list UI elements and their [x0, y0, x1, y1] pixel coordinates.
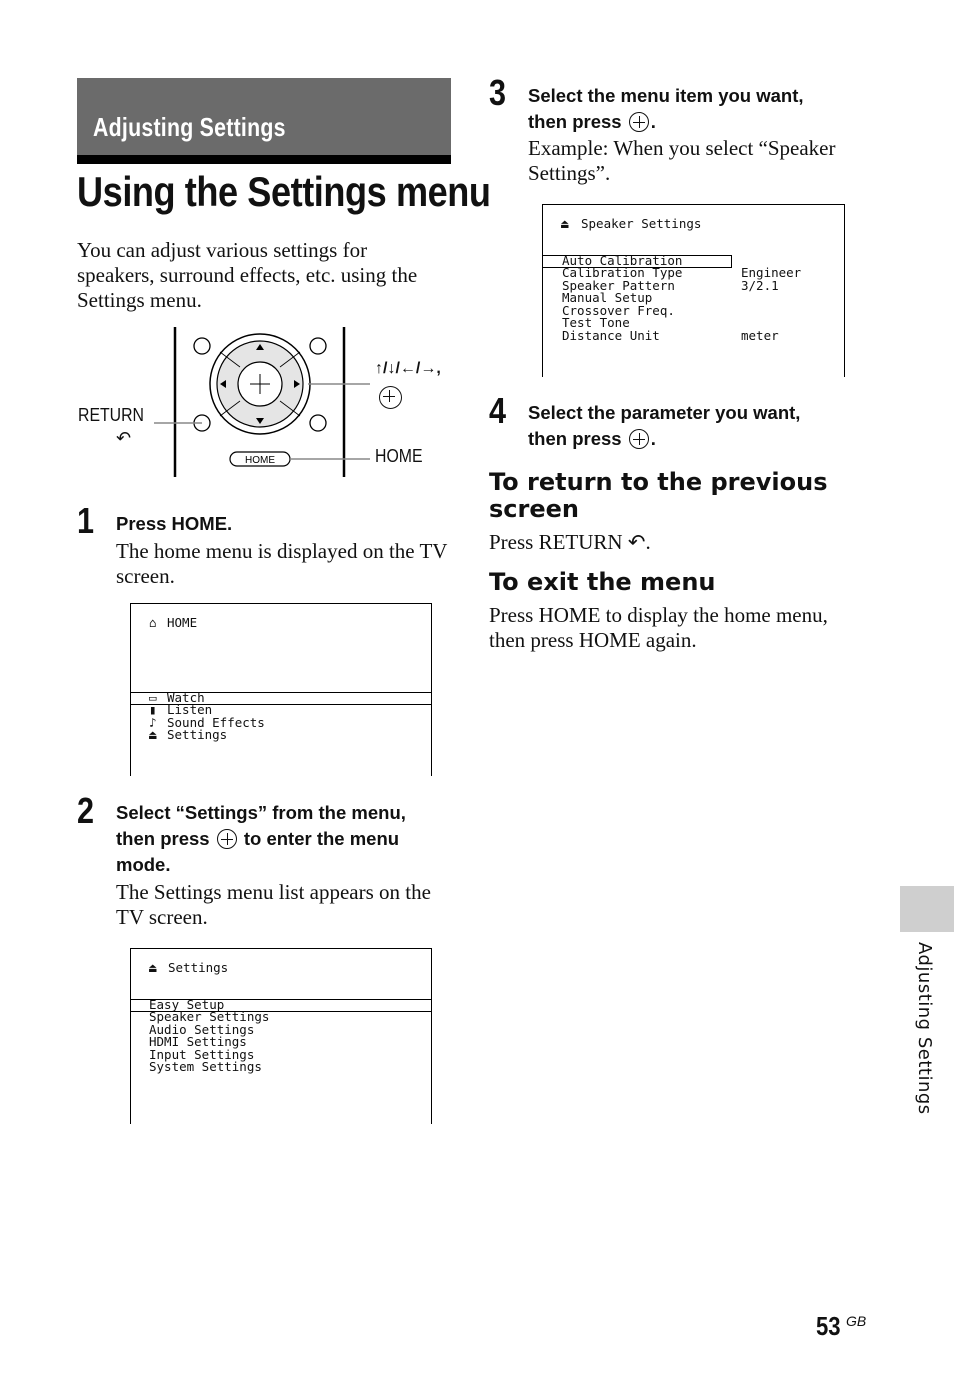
home-menu-screen: [130, 603, 432, 776]
side-tab-label: Adjusting Settings: [914, 942, 935, 1115]
page-title: Using the Settings menu: [77, 168, 491, 215]
exit-heading: To exit the menu: [489, 568, 716, 596]
heading-text: .: [650, 428, 656, 449]
return-icon: ↶: [116, 428, 132, 448]
page-suffix: GB: [846, 1313, 867, 1329]
step-3-heading: [528, 83, 868, 135]
step-3-number: 3: [489, 72, 507, 113]
intro-paragraph: [77, 238, 457, 313]
speaker-settings-screen: [542, 204, 845, 377]
corner-button-tl: [194, 338, 210, 354]
body-line: Press HOME to display the home menu,: [489, 603, 828, 627]
section-title: Adjusting Settings: [93, 112, 286, 142]
intro-line: You can adjust various settings for: [77, 238, 368, 262]
enter-icon: [629, 112, 649, 132]
settings-menu-screen: [130, 948, 432, 1124]
body-line: screen.: [116, 564, 175, 588]
exit-body: [489, 603, 869, 653]
step-1-heading: Press HOME.: [116, 513, 233, 534]
body-line: then press HOME again.: [489, 628, 697, 652]
osd-item: Watch: [167, 690, 205, 705]
toolbox-icon: ⏏: [149, 727, 157, 742]
osd-item: Distance Unit: [562, 328, 660, 343]
osd-item: Settings: [167, 727, 228, 742]
step-1-body: [116, 539, 456, 589]
osd-item: Audio Settings: [149, 1022, 255, 1037]
enter-icon: [377, 386, 404, 410]
intro-line: speakers, surround effects, etc. using the: [77, 263, 418, 287]
enter-icon: [629, 429, 649, 449]
intro-line: Settings menu.: [77, 288, 202, 312]
home-label: HOME: [375, 446, 423, 466]
osd-item: Crossover Freq.: [562, 303, 675, 318]
osd-item: Listen: [167, 702, 213, 717]
step-3-body: [528, 136, 868, 186]
osd-item: Calibration Type: [562, 265, 683, 280]
heading-text: then press: [528, 428, 622, 449]
osd-item: Auto Calibration: [562, 253, 683, 268]
arrows-label: ↑/↓/←/→,: [375, 360, 441, 377]
music-note-icon: ♪: [149, 715, 157, 730]
heading-text: then press: [528, 111, 622, 132]
osd-value: Engineer: [741, 265, 802, 280]
osd-item: Easy Setup: [149, 997, 225, 1012]
body-line: Example: When you select “Speaker: [528, 136, 836, 160]
heading-line: Select the menu item you want,: [528, 85, 804, 106]
heading-text: to enter the menu: [243, 828, 400, 849]
return-body: Press RETURN ↶.: [489, 530, 651, 554]
corner-button-tr: [310, 338, 326, 354]
osd-title: HOME: [167, 615, 198, 630]
osd-item: Input Settings: [149, 1047, 255, 1062]
section-header-band: [77, 78, 451, 164]
return-label: RETURN: [78, 405, 144, 425]
body-line: TV screen.: [116, 905, 208, 929]
body-line: The Settings menu list appears on the: [116, 880, 431, 904]
osd-value: 3/2.1: [741, 278, 779, 293]
osd-item: Speaker Settings: [149, 1009, 270, 1024]
return-heading: [489, 469, 869, 523]
heading-line: mode.: [116, 854, 171, 875]
return-text: Press RETURN: [489, 530, 623, 554]
heading-text: .: [650, 111, 656, 132]
step-2-heading: [116, 800, 456, 878]
heading-text: then press: [116, 828, 210, 849]
osd-value: meter: [741, 328, 779, 343]
home-icon: ⌂: [149, 615, 157, 630]
step-2-number: 2: [77, 790, 95, 831]
step-1-number: 1: [77, 500, 95, 541]
osd-item: Sound Effects: [167, 715, 265, 730]
osd-item: HDMI Settings: [149, 1034, 247, 1049]
body-line: Settings”.: [528, 161, 611, 185]
home-button-text: HOME: [245, 455, 275, 466]
osd-item: Manual Setup: [562, 290, 653, 305]
toolbox-icon: ⏏: [561, 216, 569, 231]
heading-line: Select the parameter you want,: [528, 402, 801, 423]
osd-item: System Settings: [149, 1059, 262, 1074]
osd-item: Speaker Pattern: [562, 278, 675, 293]
return-icon: ↶: [627, 530, 646, 554]
heading-line: screen: [489, 495, 579, 523]
enter-icon: [217, 829, 237, 849]
heading-line: Select “Settings” from the menu,: [116, 802, 406, 823]
osd-title: Settings: [168, 960, 229, 975]
heading-line: To return to the previous: [489, 468, 828, 496]
step-2-body: [116, 880, 456, 930]
osd-item: Test Tone: [562, 315, 630, 330]
side-tab: [900, 886, 954, 932]
music-box-icon: ▮: [149, 702, 157, 717]
toolbox-icon: ⏏: [149, 960, 157, 975]
body-line: The home menu is displayed on the TV: [116, 539, 448, 563]
osd-title: Speaker Settings: [581, 216, 702, 231]
step-4-heading: [528, 400, 868, 452]
step-4-number: 4: [489, 390, 507, 431]
page-number: 53: [816, 1311, 841, 1341]
corner-button-br: [310, 415, 326, 431]
tv-icon: ▭: [149, 690, 157, 705]
section-rule: [77, 155, 451, 164]
